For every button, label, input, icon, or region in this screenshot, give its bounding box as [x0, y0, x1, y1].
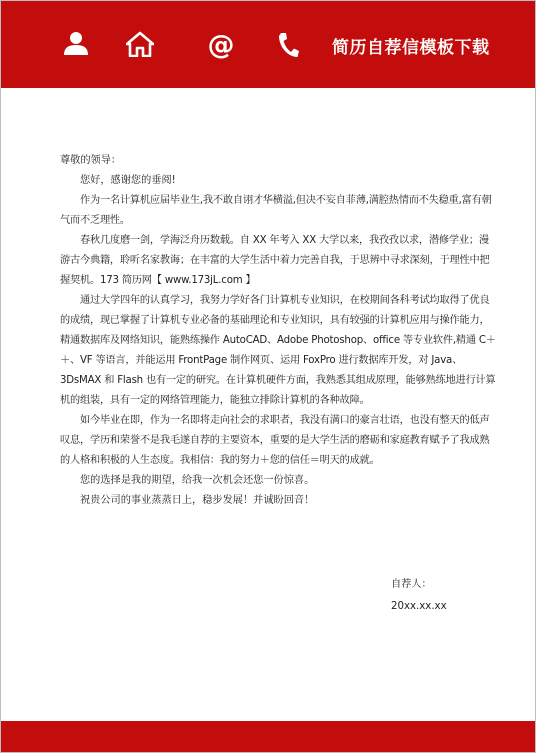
letter-paragraph: 祝贵公司的事业蒸蒸日上，稳步发展！并诚盼回音！ — [80, 495, 315, 506]
letter-paragraph: 您的选择是我的期望，给我一次机会还您一份惊喜。 — [80, 475, 315, 486]
header-banner — [1, 1, 535, 88]
signature-date: 20xx.xx.xx — [391, 601, 447, 612]
svg-text:@: @ — [207, 31, 235, 59]
footer-banner — [1, 721, 535, 752]
phone-icon — [276, 31, 300, 59]
letter-paragraph: 您好，感谢您的垂阅! — [80, 175, 176, 186]
header-title: 简历自荐信模板下载 — [332, 38, 490, 58]
letter-paragraph: 作为一名计算机应届毕业生,我不敢自诩才华横溢,但决不妄自菲薄,满腔热情而不失稳重,富有朝气而不乏理性。 — [60, 195, 492, 226]
person-icon — [63, 31, 89, 59]
letter-body — [60, 151, 496, 511]
letter-paragraph: 如今毕业在即，作为一名即将走向社会的求职者，我没有满口的豪言壮语，也没有整天的低声叹息，学历和荣誉不是我毛遂自荐的主要资本，重要的是大学生活的磨砺和家庭教育赋予了我成熟的人格和积极的人生态度。我相信：我的努力＋您的信任＝明天的成就。 — [60, 415, 490, 466]
home-icon — [126, 31, 154, 59]
letter-paragraph: 通过大学四年的认真学习，我努力学好各门计算机专业知识，在校期间各科考试均取得了优良的成绩，现已掌握了计算机专业必备的基础理论和专业知识，具有较强的计算机应用与操作能力，精通数据库及网络知识，能熟练操作 AutoCAD、Adobe Photoshop、office 等专业软件,精通 C＋＋、VF 等语言，并能运用 FrontPage 制作网页、运用 FoxPro 进行数据库开发，对 Java、3DsMAX 和 Flash 也有一定的研究。在计算机硬件方面，我熟悉其组成原理，能够熟练地进行计算机的组装，具有一定的网络管理能力，能独立排除计算机的各种故障。 — [60, 295, 496, 406]
salutation: 尊敬的领导： — [60, 155, 122, 166]
signature-label: 自荐人： — [391, 579, 432, 590]
letter-paragraph: 春秋几度磨一剑，学海泛舟历数载。自 XX 年考入 XX 大学以来，我孜孜以求，潜修学业；漫游古今典籍，聆听名家教诲；在丰富的大学生活中着力完善自我，于思辨中寻求深刻，于理性中把握契机。173 简历网【 www.173jL.com 】 — [60, 235, 490, 286]
at-sign-icon — [206, 31, 236, 59]
